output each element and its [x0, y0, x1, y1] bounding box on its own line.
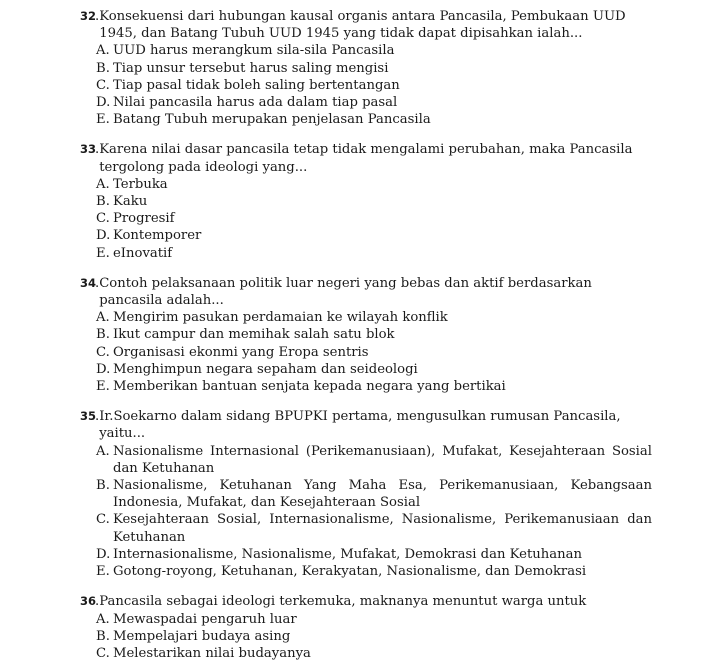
option-text: Kontemporer — [113, 227, 652, 244]
question-36 — [80, 593, 652, 662]
question-number: 33 — [80, 141, 95, 158]
question-33 — [80, 141, 652, 261]
option-list — [80, 443, 652, 581]
option-text: Kesejahteraan Sosial, Internasionalisme, Nasionalisme, Perikemanusiaan dan Ketuhanan — [113, 511, 652, 545]
question-stem: 34 . Contoh pelaksanaan politik luar negeri yang bebas dan aktif berdasarkan pancasila adalah... — [80, 275, 652, 309]
option-text: Internasionalisme, Nasionalisme, Mufakat, Demokrasi dan Ketuhanan — [113, 546, 652, 563]
option-text: Nilai pancasila harus ada dalam tiap pasal — [113, 94, 652, 111]
option-e — [96, 563, 652, 580]
option-c — [96, 511, 652, 545]
option-e — [96, 245, 652, 262]
option-letter: C. — [96, 645, 113, 662]
option-text: Progresif — [113, 210, 652, 227]
option-letter: A. — [96, 611, 113, 628]
option-letter: C. — [96, 511, 113, 528]
question-text: Ir.Soekarno dalam sidang BPUPKI pertama, mengusulkan rumusan Pancasila, yaitu... — [99, 408, 652, 442]
option-d — [96, 546, 652, 563]
option-letter: E. — [96, 563, 113, 580]
question-stem: 33 . Karena nilai dasar pancasila tetap tidak mengalami perubahan, maka Pancasila tergolong pada ideologi yang... — [80, 141, 652, 175]
option-letter: C. — [96, 344, 113, 361]
option-letter: A. — [96, 42, 113, 59]
option-letter: D. — [96, 546, 113, 563]
option-d — [96, 94, 652, 111]
option-text: Memberikan bantuan senjata kepada negara yang bertikai — [113, 378, 652, 395]
option-c — [96, 645, 652, 662]
option-text: eInovatif — [113, 245, 652, 262]
option-text: Mewaspadai pengaruh luar — [113, 611, 652, 628]
option-letter: C. — [96, 210, 113, 227]
option-letter: A. — [96, 309, 113, 326]
option-letter: B. — [96, 326, 113, 343]
question-text: Contoh pelaksanaan politik luar negeri yang bebas dan aktif berdasarkan pancasila adalah... — [99, 275, 652, 309]
question-34 — [80, 275, 652, 395]
option-b — [96, 60, 652, 77]
option-letter: E. — [96, 245, 113, 262]
option-a — [96, 176, 652, 193]
question-number: 35 — [80, 408, 95, 425]
option-text: Organisasi ekonmi yang Eropa sentris — [113, 344, 652, 361]
option-text: Menghimpun negara sepaham dan seideologi — [113, 361, 652, 378]
question-number: 32 — [80, 8, 95, 25]
option-b — [96, 477, 652, 511]
option-letter: E. — [96, 378, 113, 395]
option-letter: B. — [96, 628, 113, 645]
option-text: Gotong-royong, Ketuhanan, Kerakyatan, Nasionalisme, dan Demokrasi — [113, 563, 652, 580]
option-c — [96, 344, 652, 361]
question-stem: 32 . Konsekuensi dari hubungan kausal organis antara Pancasila, Pembukaan UUD 1945, dan Batang Tubuh UUD 1945 yang tidak dapat dipisahkan ialah... — [80, 8, 652, 42]
option-letter: D. — [96, 361, 113, 378]
option-a — [96, 443, 652, 477]
option-d — [96, 227, 652, 244]
question-number: 34 — [80, 275, 95, 292]
option-a — [96, 42, 652, 59]
option-text: Ikut campur dan memihak salah satu blok — [113, 326, 652, 343]
option-list — [80, 42, 652, 128]
option-e — [96, 378, 652, 395]
option-text: Tiap pasal tidak boleh saling bertentangan — [113, 77, 652, 94]
option-b — [96, 326, 652, 343]
option-b — [96, 628, 652, 645]
option-letter: E. — [96, 111, 113, 128]
option-list — [80, 176, 652, 262]
option-text: Nasionalisme, Ketuhanan Yang Maha Esa, Perikemanusiaan, Kebangsaan Indonesia, Mufakat, dan Kesejahteraan Sosial — [113, 477, 652, 511]
question-text: Pancasila sebagai ideologi terkemuka, maknanya menuntut warga untuk — [99, 593, 652, 610]
option-c — [96, 77, 652, 94]
option-text: Batang Tubuh merupakan penjelasan Pancasila — [113, 111, 652, 128]
option-text: UUD harus merangkum sila-sila Pancasila — [113, 42, 652, 59]
option-e — [96, 111, 652, 128]
option-a — [96, 611, 652, 628]
option-letter: B. — [96, 477, 113, 494]
option-letter: B. — [96, 193, 113, 210]
option-b — [96, 193, 652, 210]
question-text: Konsekuensi dari hubungan kausal organis antara Pancasila, Pembukaan UUD 1945, dan Batang Tubuh UUD 1945 yang tidak dapat dipisahkan ialah... — [99, 8, 652, 42]
option-letter: D. — [96, 94, 113, 111]
option-letter: A. — [96, 443, 113, 460]
question-stem: 35 . Ir.Soekarno dalam sidang BPUPKI pertama, mengusulkan rumusan Pancasila, yaitu... — [80, 408, 652, 442]
option-text: Kaku — [113, 193, 652, 210]
option-list — [80, 309, 652, 395]
option-letter: B. — [96, 60, 113, 77]
option-c — [96, 210, 652, 227]
option-text: Mengirim pasukan perdamaian ke wilayah konflik — [113, 309, 652, 326]
question-text: Karena nilai dasar pancasila tetap tidak mengalami perubahan, maka Pancasila tergolong pada ideologi yang... — [99, 141, 652, 175]
option-letter: D. — [96, 227, 113, 244]
question-35 — [80, 408, 652, 580]
option-text: Mempelajari budaya asing — [113, 628, 652, 645]
question-stem: 36 . Pancasila sebagai ideologi terkemuka, maknanya menuntut warga untuk — [80, 593, 652, 610]
option-letter: C. — [96, 77, 113, 94]
option-letter: A. — [96, 176, 113, 193]
option-text: Terbuka — [113, 176, 652, 193]
option-text: Tiap unsur tersebut harus saling mengisi — [113, 60, 652, 77]
option-text: Melestarikan nilai budayanya — [113, 645, 652, 662]
option-d — [96, 361, 652, 378]
question-number: 36 — [80, 593, 95, 610]
option-list — [80, 611, 652, 662]
option-a — [96, 309, 652, 326]
question-32 — [80, 8, 652, 128]
option-text: Nasionalisme Internasional (Perikemanusiaan), Mufakat, Kesejahteraan Sosial dan Ketuhanan — [113, 443, 652, 477]
